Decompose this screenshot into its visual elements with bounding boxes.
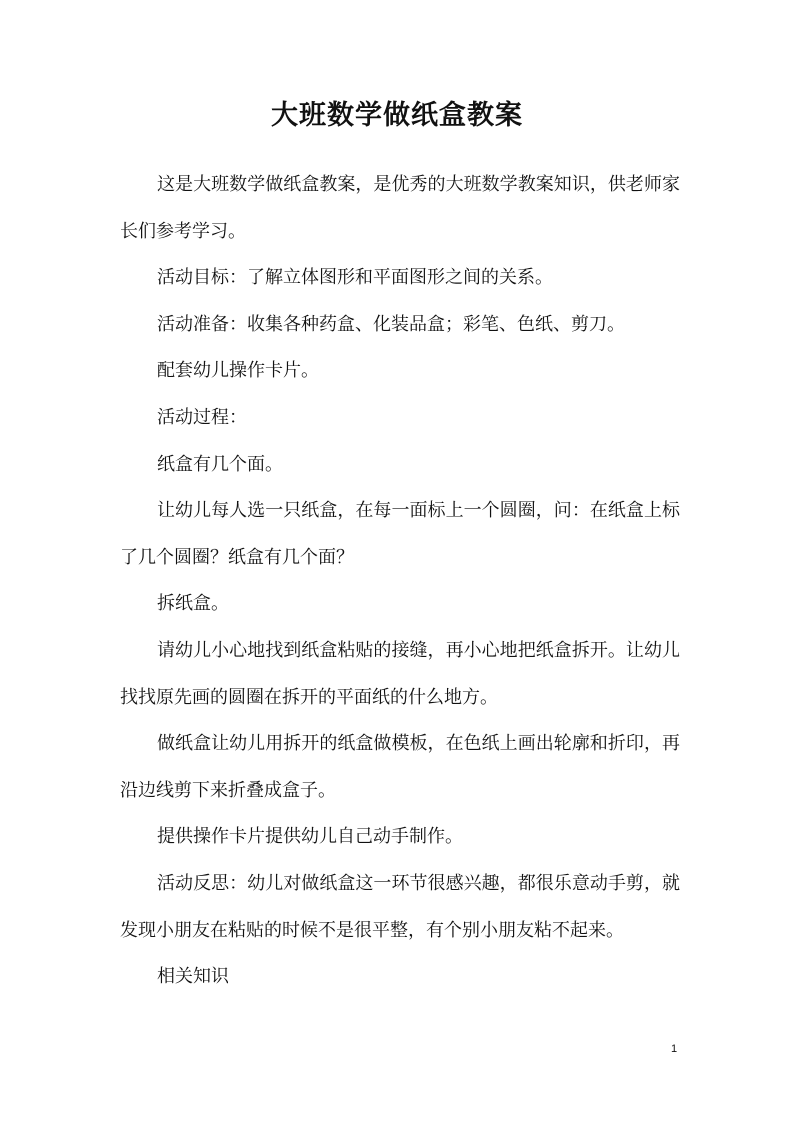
paragraph-step-cards: 提供操作卡片提供幼儿自己动手制作。 <box>157 826 463 848</box>
paragraph-step-unfold: 拆纸盒。 <box>157 593 229 615</box>
paragraph-intro: 这是大班数学做纸盒教案，是优秀的大班数学教案知识，供老师家长们参考学习。 <box>120 174 680 242</box>
document-body <box>120 162 680 1001</box>
paragraph-step-faces: 纸盒有几个面。 <box>157 453 283 475</box>
paragraph-objective: 活动目标：了解立体图形和平面图形之间的关系。 <box>157 267 553 289</box>
paragraph-process-heading: 活动过程： <box>157 406 247 428</box>
page-number: 1 <box>670 1043 678 1055</box>
paragraph-related-knowledge: 相关知识 <box>157 966 229 988</box>
paragraph-step-faces-detail: 让幼儿每人选一只纸盒，在每一面标上一个圆圈，问：在纸盒上标了几个圆圈？纸盒有几个面？ <box>120 500 680 568</box>
document-title: 大班数学做纸盒教案 <box>271 100 523 131</box>
paragraph-reflection: 活动反思：幼儿对做纸盒这一环节很感兴趣，都很乐意动手剪，就发现小朋友在粘贴的时候不是很平整，有个别小朋友粘不起来。 <box>120 872 680 941</box>
paragraph-step-make-box: 做纸盒让幼儿用拆开的纸盒做模板，在色纸上画出轮廓和折印，再沿边线剪下来折叠成盒子。 <box>120 733 680 801</box>
paragraph-materials: 配套幼儿操作卡片。 <box>157 360 319 382</box>
paragraph-step-unfold-detail: 请幼儿小心地找到纸盒粘贴的接缝，再小心地把纸盒拆开。让幼儿找找原先画的圆圈在拆开的平面纸的什么地方。 <box>120 639 680 708</box>
paragraph-preparation: 活动准备：收集各种药盒、化装品盒；彩笔、色纸、剪刀。 <box>157 313 625 335</box>
